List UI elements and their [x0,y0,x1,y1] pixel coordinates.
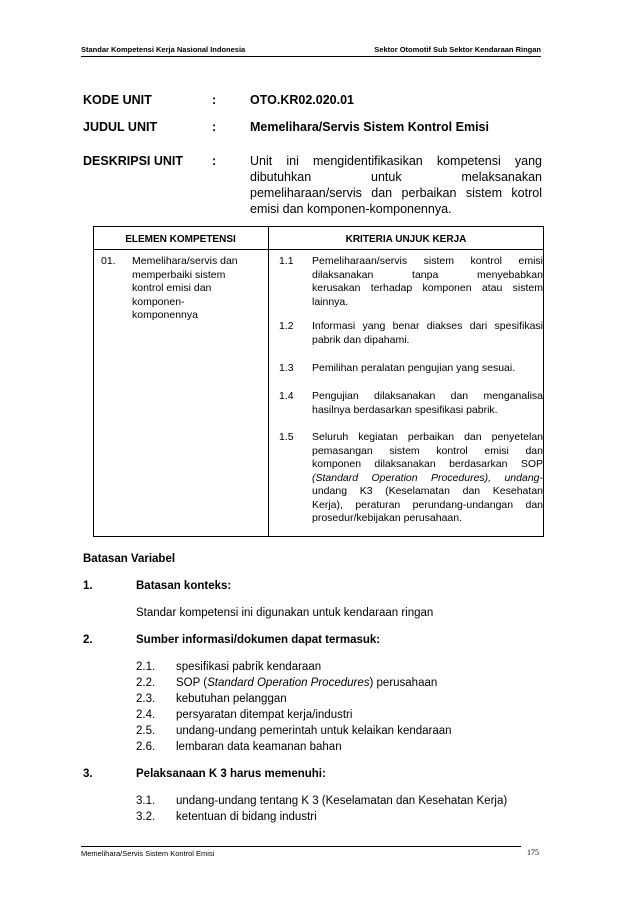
batasan-title: Batasan Variabel [83,553,176,565]
criteria-line: pabrik dan dipahami. [312,333,410,346]
element-line: Memelihara/servis dan [132,255,238,267]
list-item-number: 2.3. [136,693,156,705]
element-line: komponen- [132,295,185,308]
deskripsi-unit-label: DESKRIPSI UNIT [83,154,184,168]
list-item-number: 2.2. [136,677,156,689]
list-item-number: 3.1. [136,795,156,807]
criteria-line: hasilnya berdasarkan spesifikasi pabrik. [312,403,498,416]
criteria-text [312,320,543,347]
criteria-text [312,431,543,526]
list-item-text-pre: SOP ( [176,677,208,689]
criteria-number: 1.4 [279,390,294,402]
criteria-line: dilaksanakan tanpa menyebabkan [312,268,543,281]
criteria-line: prosedur/kebijakan perusahaan. [312,512,463,524]
section-2-title: Sumber informasi/dokumen dapat termasuk: [136,634,381,646]
list-item-number: 2.4. [136,709,156,721]
table-header-kriteria: KRITERIA UNJUK KERJA [345,234,467,245]
criteria-line: Pengujian dilaksanakan dan menganalisa [312,390,543,402]
criteria-line: Pemeliharaan/servis sistem kontrol emisi [312,255,543,267]
criteria-line: Seluruh kegiatan perbaikan dan penyetelan [312,431,543,443]
criteria-line: komponen dilaksanakan berdasarkan SOP [312,458,543,470]
criteria-line: pemasangan sistem kontrol emisi dan [312,444,543,457]
header-left: Standar Kompetensi Kerja Nasional Indonesia [81,45,246,54]
kode-unit-value: OTO.KR02.020.01 [250,93,354,107]
page-number: 175 [527,848,539,857]
table-header-elemen: ELEMEN KOMPETENSI [125,234,236,245]
list-item-text: spesifikasi pabrik kendaraan [176,661,322,673]
footer-title: Memelihara/Servis Sistem Kontrol Emisi [81,849,215,858]
list-item-text [176,677,437,689]
list-item-number: 2.1. [136,661,156,673]
judul-unit-value: Memelihara/Servis Sistem Kontrol Emisi [250,120,489,134]
criteria-number: 1.3 [279,362,294,374]
list-item-text: undang-undang pemerintah untuk kelaikan kendaraan [176,725,452,737]
kode-unit-label: KODE UNIT [83,93,152,107]
section-1-title: Batasan konteks: [136,580,232,592]
element-line: memperbaiki sistem [132,268,226,281]
kode-unit-colon: : [212,93,217,107]
criteria-text [312,255,543,309]
judul-unit-label: JUDUL UNIT [83,120,158,134]
list-item-text-post: ) perusahaan [369,677,438,689]
deskripsi-unit-colon: : [212,154,217,168]
list-item-text: kebutuhan pelanggan [176,693,287,705]
list-item-text-italic: Standard Operation Procedures [207,677,370,689]
criteria-number: 1.2 [279,320,294,332]
list-item-text: lembaran data keamanan bahan [176,741,342,753]
list-item-text: undang-undang tentang K 3 (Keselamatan dan Kesehatan Kerja) [176,795,508,807]
list-item-number: 2.6. [136,741,156,753]
criteria-text [312,390,543,417]
header-rule [81,56,541,57]
deskripsi-line-3: pemeliharaan/servis dan perbaikan sistem kotrol [250,186,542,200]
criteria-line: Pemilihan peralatan pengujian yang sesuai. [312,362,516,374]
deskripsi-line-2: dibutuhkan untuk melaksanakan [250,170,542,184]
header-right: Sektor Otomotif Sub Sektor Kendaraan Ringan [374,45,541,54]
table-header-rule [93,249,544,250]
element-number: 01. [101,255,116,267]
criteria-line: kerusakan terhadap komponen atau sistem [312,282,543,294]
section-1-number: 1. [83,580,93,592]
criteria-number: 1.5 [279,431,294,443]
section-2-number: 2. [83,634,93,646]
element-line: komponennya [132,309,198,321]
list-item-number: 3.2. [136,811,156,823]
criteria-line: undang K3 (Keselamatan dan Kesehatan [312,485,543,497]
list-item-text: persyaratan ditempat kerja/industri [176,709,353,721]
criteria-number: 1.1 [279,255,294,267]
judul-unit-colon: : [212,120,217,134]
criteria-line: (Standard Operation Procedures), undang- [312,471,543,484]
section-3-title: Pelaksanaan K 3 harus memenuhi: [136,768,326,780]
criteria-text [312,362,543,376]
deskripsi-line-1: Unit ini mengidentifikasikan kompetensi yang [250,154,542,168]
list-item-number: 2.5. [136,725,156,737]
table-column-divider [268,226,269,537]
section-1-text: Standar kompetensi ini digunakan untuk kendaraan ringan [136,607,434,619]
criteria-line: lainnya. [312,295,349,308]
element-text [132,255,262,323]
criteria-line: Informasi yang benar diakses dari spesifikasi [312,320,543,332]
footer-rule [81,846,521,847]
element-line: kontrol emisi dan [132,282,212,294]
criteria-line: Kerja), peraturan perundang-undangan dan [312,498,543,511]
deskripsi-line-4: emisi dan komponen-komponennya. [250,202,452,216]
section-3-number: 3. [83,768,93,780]
list-item-text: ketentuan di bidang industri [176,811,317,823]
